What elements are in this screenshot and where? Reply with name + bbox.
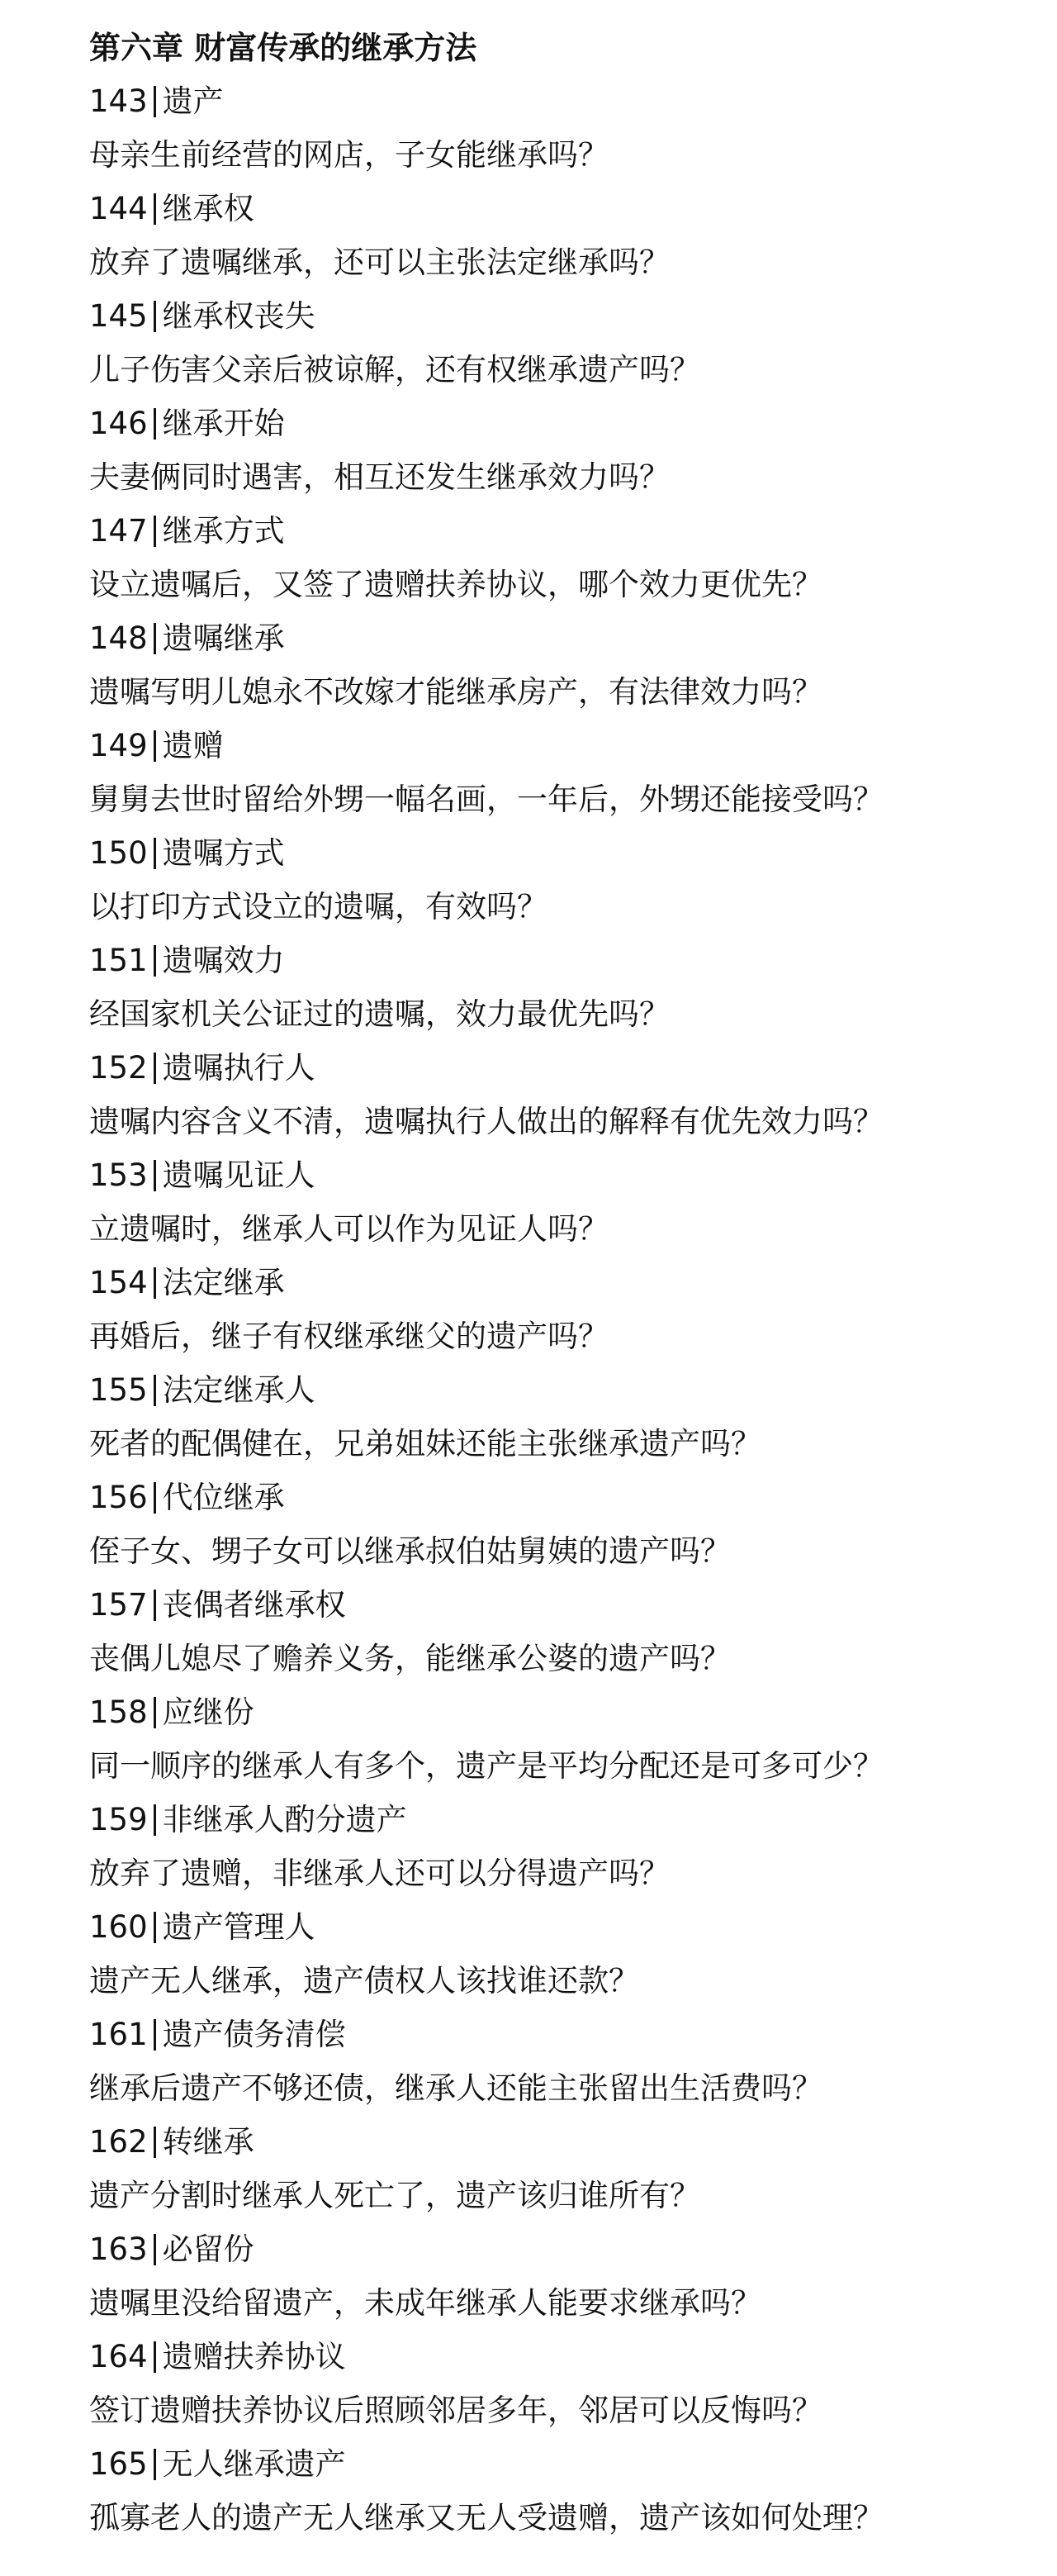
- entry-question: 侄子女、甥子女可以继承叔伯姑舅姨的遗产吗？: [89, 1533, 731, 1569]
- entry-question: 遗产无人继承，遗产债权人该找谁还款？: [89, 1963, 639, 1999]
- entry-separator: [154, 1804, 156, 1836]
- entry-heading: [89, 2437, 1039, 2491]
- entry-topic: 法定继承: [162, 1265, 285, 1300]
- list-item: [89, 1900, 1039, 2008]
- list-item: [89, 2437, 1039, 2545]
- entry-separator: [154, 408, 156, 440]
- entry-number: 144: [89, 191, 148, 226]
- entry-number: 148: [89, 620, 148, 656]
- entry-question: 放弃了遗赠，非继承人还可以分得遗产吗？: [89, 1856, 670, 1891]
- list-item: [89, 2222, 1039, 2330]
- entry-heading: [89, 2115, 1039, 2169]
- entry-number: 155: [89, 1372, 148, 1408]
- list-item: [89, 934, 1039, 1041]
- list-item: [89, 397, 1039, 504]
- entry-heading: [89, 1041, 1039, 1095]
- entry-heading: [89, 1793, 1039, 1846]
- entry-topic: 遗产管理人: [162, 1909, 315, 1945]
- entry-separator: [154, 730, 156, 762]
- entry-heading: [89, 182, 1039, 235]
- entry-question: 立遗嘱时，继承人可以作为见证人吗？: [89, 1211, 609, 1247]
- entry-topic: 遗嘱效力: [162, 943, 285, 978]
- list-item: [89, 2330, 1039, 2437]
- entry-topic: 必留份: [162, 2231, 254, 2267]
- entry-heading: [89, 611, 1039, 665]
- list-item: [89, 2008, 1039, 2115]
- entry-topic: 遗嘱见证人: [162, 1157, 315, 1193]
- entry-heading: [89, 504, 1039, 558]
- entry-question: 同一顺序的继承人有多个，遗产是平均分配还是可多可少？: [89, 1748, 884, 1784]
- list-item: [89, 2115, 1039, 2222]
- entry-separator: [154, 945, 156, 977]
- entry-number: 157: [89, 1587, 148, 1623]
- entry-number: 162: [89, 2124, 148, 2160]
- entry-separator: [154, 1590, 156, 1621]
- entry-number: 165: [89, 2446, 148, 2482]
- entry-separator: [154, 838, 156, 869]
- entry-question: 遗嘱里没给留遗产，未成年继承人能要求继承吗？: [89, 2285, 761, 2321]
- entry-question: 孤寡老人的遗产无人继承又无人受遗赠，遗产该如何处理？: [89, 2500, 884, 2536]
- list-item: [89, 1363, 1039, 1471]
- list-item: [89, 611, 1039, 719]
- entry-separator: [154, 2127, 156, 2158]
- entry-number: 161: [89, 2017, 148, 2052]
- list-item: [89, 74, 1039, 182]
- entry-topic: 继承权丧失: [162, 298, 315, 334]
- entry-question: 以打印方式设立的遗嘱，有效吗？: [89, 889, 547, 924]
- entry-question: 设立遗嘱后，又签了遗赠扶养协议，哪个效力更优先？: [89, 567, 822, 602]
- entry-question: 遗嘱写明儿媳永不改嫁才能继承房产，有法律效力吗？: [89, 674, 822, 710]
- list-item: [89, 719, 1039, 826]
- list-item: [89, 1256, 1039, 1363]
- entry-number: 158: [89, 1694, 148, 1730]
- entry-question: 丧偶儿媳尽了赡养义务，能继承公婆的遗产吗？: [89, 1641, 731, 1676]
- entry-topic: 非继承人酌分遗产: [162, 1802, 407, 1837]
- entry-topic: 遗嘱继承: [162, 620, 285, 656]
- entry-heading: [89, 397, 1039, 450]
- entry-number: 156: [89, 1480, 148, 1515]
- entry-heading: [89, 74, 1039, 128]
- entry-number: 164: [89, 2339, 148, 2374]
- list-item: [89, 289, 1039, 397]
- entry-number: 147: [89, 513, 148, 549]
- list-item: [89, 1793, 1039, 1900]
- entry-number: 152: [89, 1050, 148, 1086]
- entry-topic: 法定继承人: [162, 1372, 315, 1408]
- entry-heading: [89, 1685, 1039, 1739]
- list-item: [89, 1471, 1039, 1578]
- entry-question: 遗产分割时继承人死亡了，遗产该归谁所有？: [89, 2178, 700, 2213]
- entry-separator: [154, 2019, 156, 2051]
- entry-question: 放弃了遗嘱继承，还可以主张法定继承吗？: [89, 245, 670, 280]
- entry-number: 151: [89, 943, 148, 978]
- chapter-title: 第六章 财富传承的继承方法: [89, 30, 477, 66]
- entry-topic: 代位继承: [162, 1480, 285, 1515]
- entry-separator: [154, 1053, 156, 1084]
- entry-number: 150: [89, 835, 148, 871]
- entry-heading: [89, 1256, 1039, 1309]
- list-item: [89, 1041, 1039, 1148]
- entry-question: 继承后遗产不够还债，继承人还能主张留出生活费吗？: [89, 2070, 822, 2106]
- entry-number: 143: [89, 83, 148, 119]
- entry-separator: [154, 623, 156, 654]
- list-item: [89, 1578, 1039, 1685]
- entry-separator: [154, 1697, 156, 1728]
- list-item: [89, 1148, 1039, 1256]
- entry-heading: [89, 2330, 1039, 2384]
- entry-question: 再婚后，继子有权继承继父的遗产吗？: [89, 1319, 609, 1354]
- entry-heading: [89, 719, 1039, 772]
- entry-separator: [154, 86, 156, 117]
- entry-separator: [154, 2234, 156, 2265]
- entry-topic: 遗赠: [162, 728, 224, 763]
- entry-separator: [154, 1912, 156, 1943]
- entry-question: 母亲生前经营的网店，子女能继承吗？: [89, 137, 609, 173]
- entry-heading: [89, 1900, 1039, 1954]
- entry-topic: 继承开始: [162, 406, 285, 441]
- list-item: [89, 1685, 1039, 1793]
- entry-number: 163: [89, 2231, 148, 2267]
- entry-question: 经国家机关公证过的遗嘱，效力最优先吗？: [89, 996, 670, 1032]
- entry-topic: 遗嘱执行人: [162, 1050, 315, 1086]
- entry-question: 舅舅去世时留给外甥一幅名画，一年后，外甥还能接受吗？: [89, 782, 884, 817]
- entry-heading: [89, 826, 1039, 880]
- entry-topic: 应继份: [162, 1694, 254, 1730]
- entry-heading: [89, 2222, 1039, 2276]
- entry-separator: [154, 1482, 156, 1514]
- entry-heading: [89, 2008, 1039, 2061]
- entry-number: 154: [89, 1265, 148, 1300]
- entry-heading: [89, 1471, 1039, 1524]
- entry-topic: 遗产债务清偿: [162, 2017, 346, 2052]
- entry-number: 149: [89, 728, 148, 763]
- entry-number: 159: [89, 1802, 148, 1837]
- entry-question: 死者的配偶健在，兄弟姐妹还能主张继承遗产吗？: [89, 1426, 761, 1461]
- entry-separator: [154, 2341, 156, 2373]
- entry-separator: [154, 193, 156, 225]
- entry-separator: [154, 1375, 156, 1406]
- list-item: [89, 182, 1039, 289]
- entry-topic: 继承权: [162, 191, 254, 226]
- entry-topic: 丧偶者继承权: [162, 1587, 346, 1623]
- entry-topic: 遗产: [162, 83, 224, 119]
- entry-number: 145: [89, 298, 148, 334]
- entry-separator: [154, 301, 156, 332]
- entry-topic: 遗赠扶养协议: [162, 2339, 346, 2374]
- list-item: [89, 504, 1039, 611]
- entry-heading: [89, 1148, 1039, 1202]
- entry-topic: 遗嘱方式: [162, 835, 285, 871]
- entry-separator: [154, 1267, 156, 1299]
- entry-question: 签订遗赠扶养协议后照顾邻居多年，邻居可以反悔吗？: [89, 2393, 822, 2428]
- entry-heading: [89, 934, 1039, 987]
- entry-separator: [154, 2449, 156, 2480]
- list-item: [89, 826, 1039, 934]
- entry-heading: [89, 1363, 1039, 1417]
- entry-heading: [89, 289, 1039, 343]
- entry-question: 遗嘱内容含义不清，遗嘱执行人做出的解释有优先效力吗？: [89, 1104, 884, 1139]
- entry-number: 146: [89, 406, 148, 441]
- entry-list: [89, 74, 1039, 2545]
- entry-question: 夫妻俩同时遇害，相互还发生继承效力吗？: [89, 459, 670, 495]
- entry-separator: [154, 1160, 156, 1191]
- entry-question: 儿子伤害父亲后被谅解，还有权继承遗产吗？: [89, 352, 700, 387]
- entry-number: 153: [89, 1157, 148, 1193]
- entry-topic: 继承方式: [162, 513, 285, 549]
- entry-topic: 无人继承遗产: [162, 2446, 346, 2482]
- entry-separator: [154, 516, 156, 547]
- entry-heading: [89, 1578, 1039, 1632]
- entry-topic: 转继承: [162, 2124, 254, 2160]
- entry-number: 160: [89, 1909, 148, 1945]
